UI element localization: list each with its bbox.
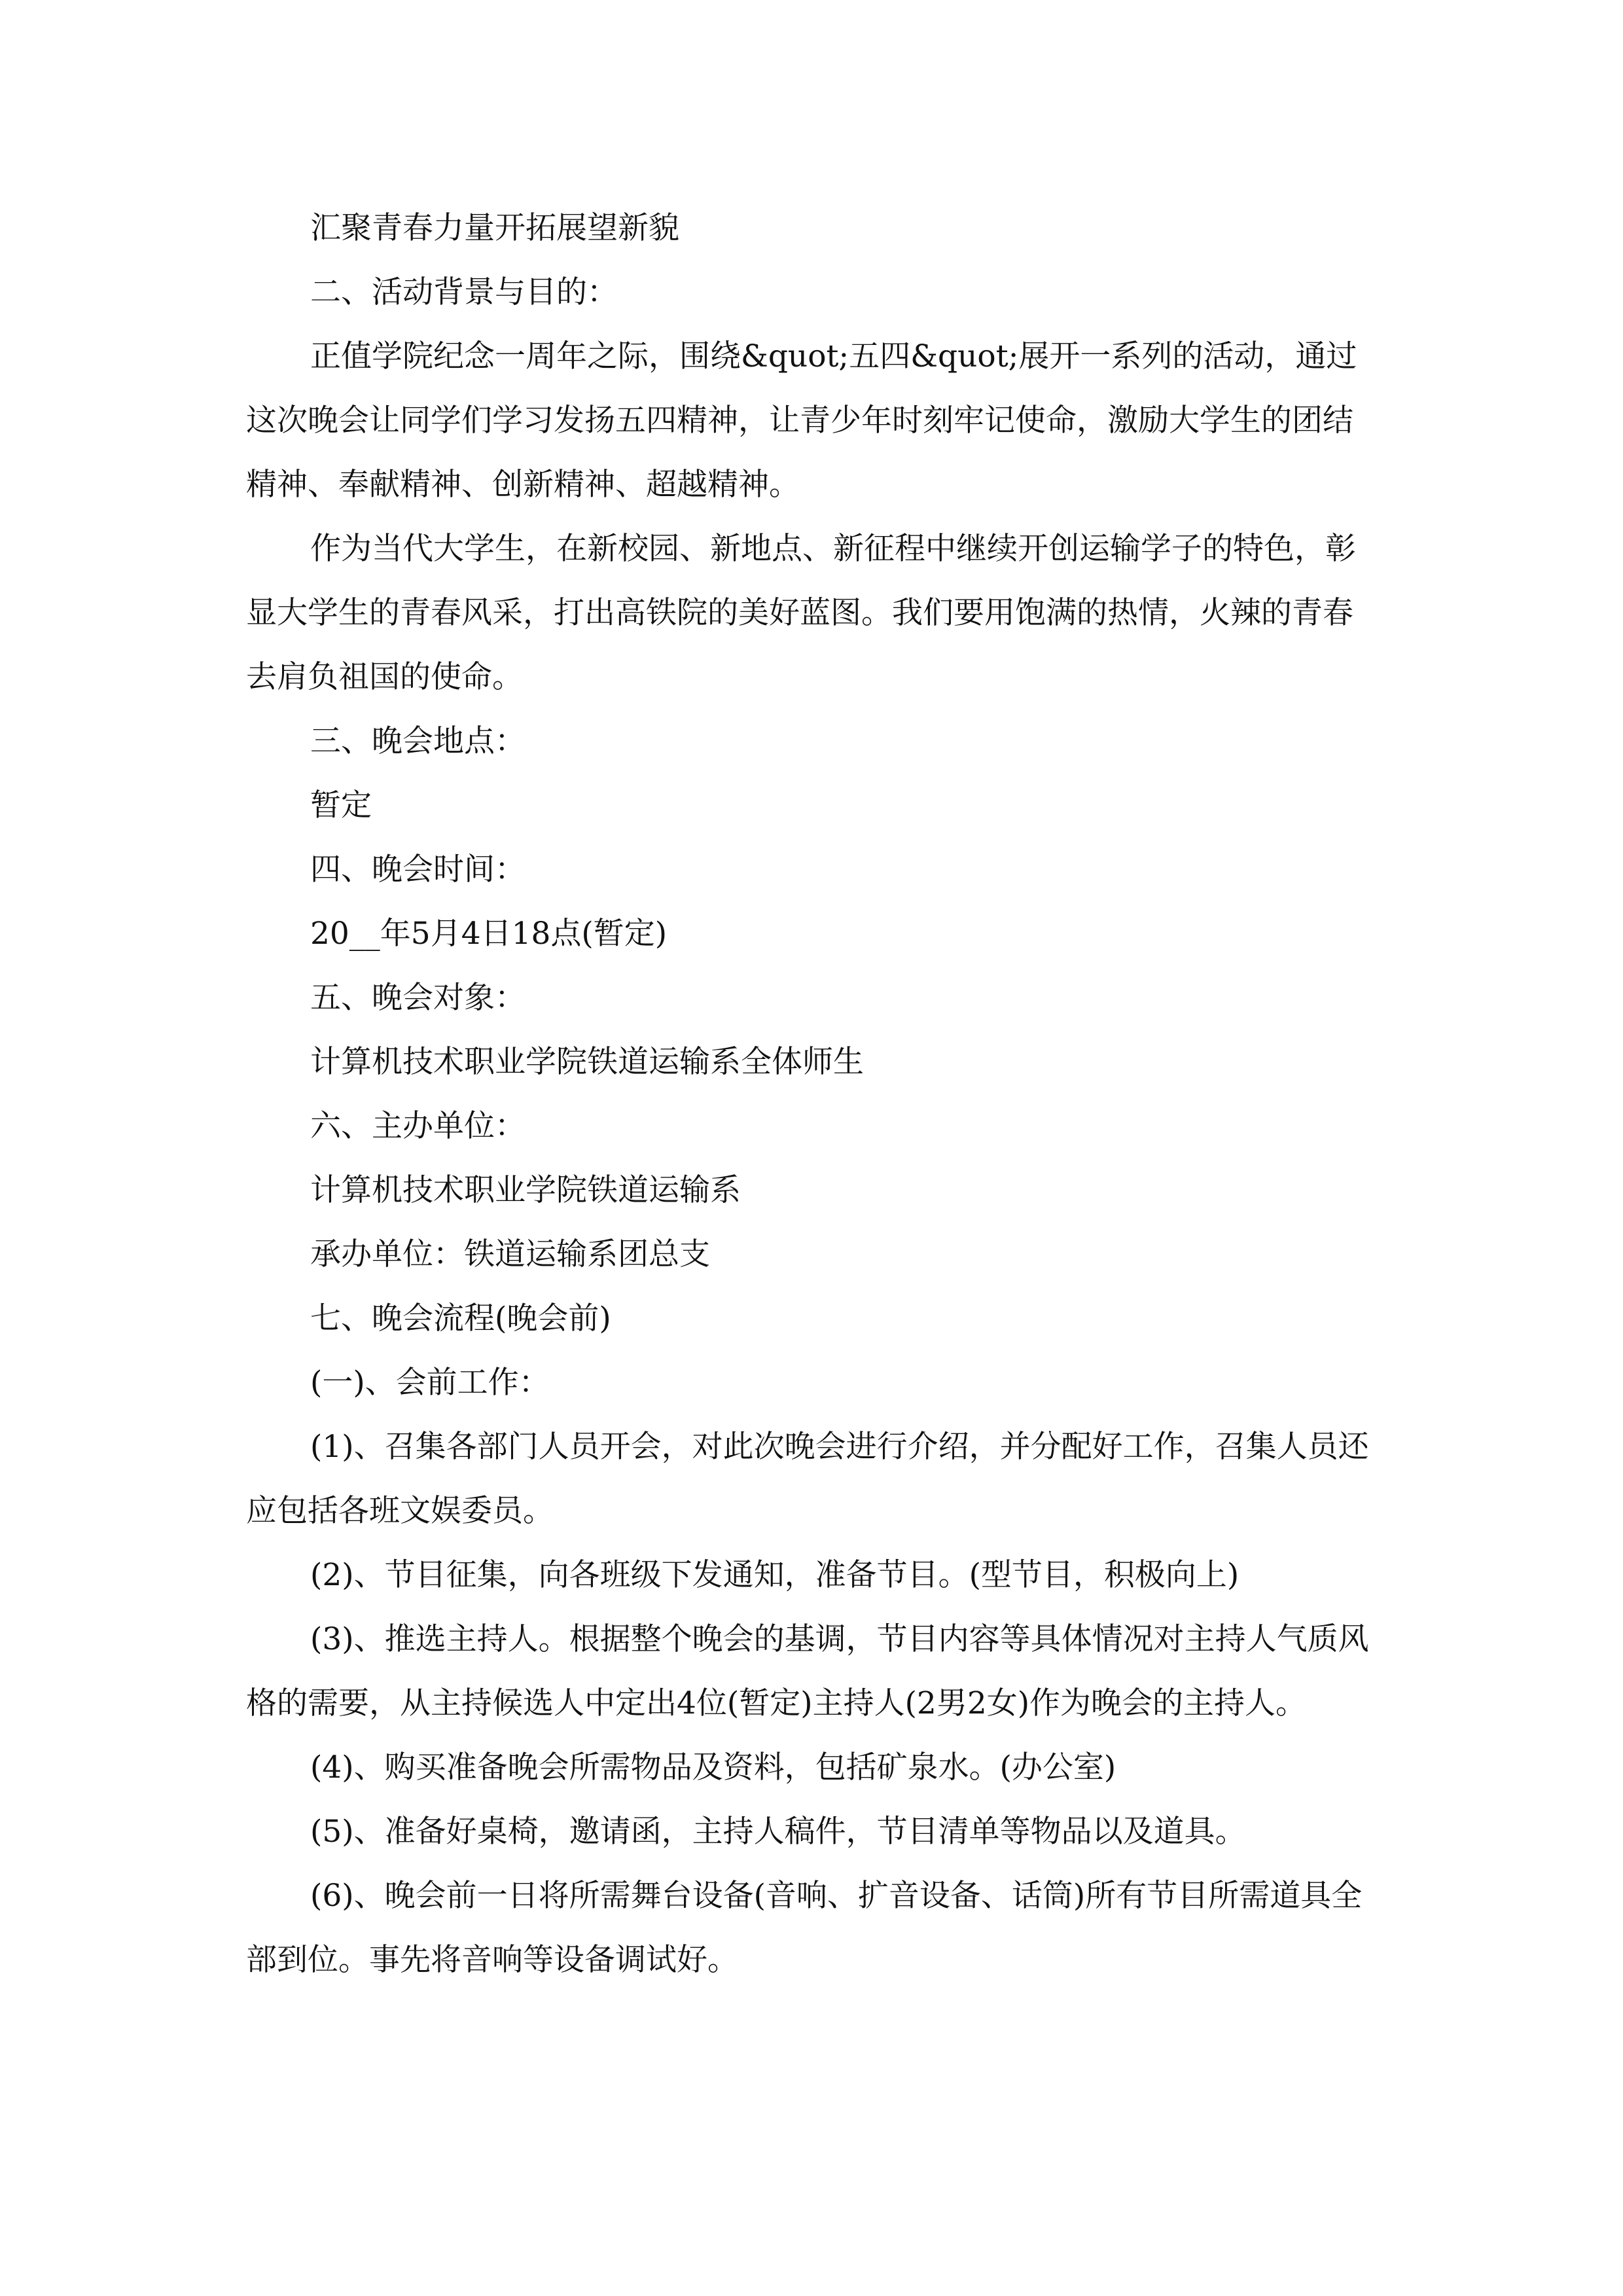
list-item-3: (3)、推选主持人。根据整个晚会的基调，节目内容等具体情况对主持人气质风格的需要，从主持候选人中定出4位(暂定)主持人(2男2女)作为晚会的主持人。: [246, 1621, 1369, 1721]
document-body: [246, 196, 1382, 1992]
subheading-pre-work: (一)、会前工作：: [310, 1365, 550, 1401]
list-item-2: (2)、节目征集，向各班级下发通知，准备节目。(型节目，积极向上): [310, 1557, 1240, 1593]
list-item-1: (1)、召集各部门人员开会，对此次晚会进行介绍，并分配好工作，召集人员还应包括各班文娱委员。: [246, 1429, 1369, 1529]
co-organizer-line: 承办单位：铁道运输系团总支: [310, 1236, 710, 1272]
list-item-5: (5)、准备好桌椅，邀请函，主持人稿件，节目清单等物品以及道具。: [310, 1814, 1246, 1850]
heading-organizer: 六、主办单位：: [310, 1108, 526, 1144]
heading-process: 七、晚会流程(晚会前): [310, 1300, 611, 1336]
paragraph-title-line: 汇聚青春力量开拓展望新貌: [310, 210, 679, 246]
audience-value: 计算机技术职业学院铁道运输系全体师生: [310, 1044, 864, 1080]
time-value: 20__年5月4日18点(暂定): [310, 916, 668, 952]
organizer-value: 计算机技术职业学院铁道运输系: [310, 1172, 741, 1208]
list-item-4: (4)、购买准备晚会所需物品及资料，包括矿泉水。(办公室): [310, 1749, 1116, 1785]
heading-audience: 五、晚会对象：: [310, 980, 526, 1016]
heading-time: 四、晚会时间：: [310, 852, 526, 888]
heading-background-purpose: 二、活动背景与目的：: [310, 274, 618, 310]
list-item-6: (6)、晚会前一日将所需舞台设备(音响、扩音设备、话筒)所有节目所需道具全部到位。事先将音响等设备调试好。: [246, 1878, 1363, 1978]
heading-venue: 三、晚会地点：: [310, 723, 526, 759]
paragraph-college-students: 作为当代大学生，在新校园、新地点、新征程中继续开创运输学子的特色，彰显大学生的青春风采，打出高铁院的美好蓝图。我们要用饱满的热情，火辣的青春去肩负祖国的使命。: [246, 531, 1356, 695]
paragraph-background: 正值学院纪念一周年之际，围绕&quot;五四&quot;展开一系列的活动，通过这次晚会让同学们学习发扬五四精神，让青少年时刻牢记使命，激励大学生的团结精神、奉献精神、创新精神、超越精神。: [246, 338, 1357, 503]
venue-value: 暂定: [310, 787, 372, 823]
